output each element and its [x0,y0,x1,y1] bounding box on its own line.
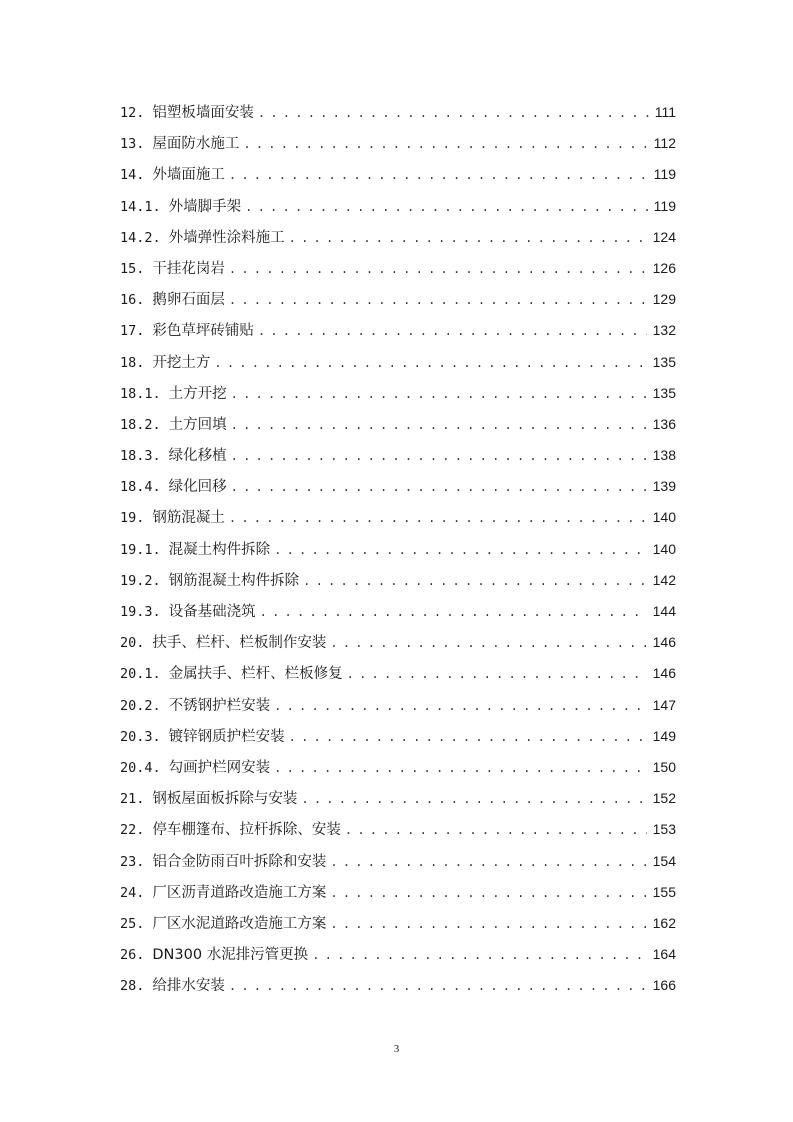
toc-entry-number: 14.1. [120,198,161,215]
toc-dot-leader [303,566,647,597]
toc-entry-page: 162 [652,914,676,931]
toc-dot-leader [312,940,646,971]
toc-dot-leader [330,628,646,659]
toc-entry[interactable] [120,159,676,190]
toc-entry-title: 土方开挖 [168,385,227,402]
toc-entry[interactable] [120,970,676,1001]
toc-dot-leader [330,909,646,940]
toc-dot-leader [289,223,647,254]
toc-entry[interactable] [120,284,676,315]
toc-dot-leader [258,316,647,347]
toc-entry-number: 24. [120,884,145,901]
toc-entry-number: 13. [120,136,145,153]
toc-entry-number: 18.2. [120,416,161,433]
toc-entry-page: 129 [652,291,676,308]
toc-entry-title: 停车棚篷布、拉杆拆除、安装 [152,822,341,839]
toc-entry-page: 144 [652,603,676,619]
toc-entry-title: 金属扶手、栏杆、栏板修复 [168,666,343,683]
toc-entry-page: 154 [652,852,676,869]
toc-entry[interactable] [120,752,676,783]
toc-dot-leader [214,348,646,379]
toc-entry-title: 绿化移植 [168,448,227,465]
toc-entry-title: 屋面防水施工 [152,136,240,153]
toc-dot-leader [330,847,646,878]
toc-entry-title: 厂区沥青道路改造施工方案 [152,884,327,901]
toc-dot-leader [231,379,647,410]
toc-entry-title: 给排水安装 [152,978,225,995]
toc-entry-title: 勾画护栏网安装 [168,759,271,776]
toc-entry-number: 20.1. [120,666,161,683]
toc-entry[interactable] [120,347,676,378]
toc-entry-page: 150 [652,758,676,775]
toc-entry[interactable] [120,502,676,533]
toc-entry-page: 152 [652,790,676,807]
toc-entry-title: 铝塑板墙面安装 [152,105,254,121]
toc-entry[interactable] [120,939,676,970]
toc-entry-title: 厂区水泥道路改造施工方案 [152,915,327,932]
toc-entry-title: 设备基础浇筑 [168,604,256,620]
toc-entry-page: 126 [652,259,676,276]
toc-entry-page: 140 [652,540,676,557]
toc-dot-leader [274,691,647,722]
toc-entry[interactable] [120,814,676,845]
toc-dot-leader [274,535,647,566]
toc-entry-number: 20.3. [120,728,161,745]
toc-entry-page: 138 [652,447,676,464]
toc-dot-leader [231,472,647,503]
toc-dot-leader [345,815,647,846]
toc-entry[interactable] [120,191,676,222]
toc-entry-number: 19. [120,510,145,527]
toc-entry-number: 16. [120,292,145,309]
toc-dot-leader [289,722,647,753]
toc-entry-title: 镀锌钢质护栏安装 [168,728,285,745]
toc-entry-page: 164 [652,946,676,963]
toc-entry[interactable] [120,658,676,689]
toc-entry[interactable] [120,534,676,565]
toc-entry-number: 15. [120,260,145,277]
toc-entry-title: 钢板屋面板拆除与安装 [152,791,298,808]
toc-entry-page: 135 [652,384,676,401]
toc-entry-title: 鹅卵石面层 [152,292,225,309]
toc-dot-leader [330,878,646,909]
toc-entry-page: 132 [652,322,676,339]
toc-entry-page: 155 [652,883,676,900]
toc-entry-number: 18.4. [120,479,161,496]
toc-entry[interactable] [120,565,676,596]
toc-entry[interactable] [120,846,676,877]
toc-entry[interactable] [120,627,676,658]
toc-entry-title: 扶手、栏杆、栏板制作安装 [152,635,327,652]
toc-entry-title: 外墙脚手架 [168,198,242,215]
toc-entry-title: 绿化回移 [168,479,227,496]
toc-entry-title: 外墙弹性涂料施工 [168,229,285,246]
toc-dot-leader [229,285,647,316]
toc-entry-title: 不锈钢护栏安装 [168,697,271,714]
toc-dot-leader [347,659,647,690]
toc-entry-title: 铝合金防雨百叶拆除和安装 [152,853,327,870]
toc-entry[interactable] [120,128,676,159]
toc-entry-page: 111 [654,104,676,120]
toc-entry-page: 140 [652,509,676,526]
toc-entry-number: 18.3. [120,448,161,465]
toc-entry-title: 钢筋混凝土 [152,510,225,527]
toc-dot-leader [229,160,648,191]
toc-entry-number: 25. [120,915,145,932]
toc-entry-title: 外墙面施工 [152,167,225,184]
toc-entry-page: 112 [653,135,676,152]
toc-entry-page: 119 [653,166,676,183]
toc-entry-number: 14. [120,167,145,184]
toc-entry-number: 20.4. [120,759,161,776]
toc-entry[interactable] [120,721,676,752]
toc-entry[interactable] [120,877,676,908]
toc-entry-page: 142 [652,571,676,588]
toc-entry[interactable] [120,253,676,284]
toc-entry-page: 136 [652,415,676,432]
toc-entry-number: 18.1. [120,385,161,402]
toc-entry[interactable] [120,409,676,440]
toc-dot-leader [260,597,647,628]
toc-entry-page: 147 [652,696,676,713]
toc-entry[interactable] [120,378,676,409]
toc-entry-title: 干挂花岗岩 [152,260,225,277]
toc-entry-number: 19.1. [120,541,161,558]
toc-entry[interactable] [120,471,676,502]
toc-entry-number: 18. [120,354,145,371]
toc-entry-page: 119 [653,197,676,214]
toc-dot-leader [231,441,647,472]
toc-entry-page: 135 [652,353,676,370]
toc-dot-leader [258,98,649,129]
toc-dot-leader [229,254,647,285]
toc-entry-number: 20.2. [120,697,161,714]
toc-entry-number: 19.3. [120,604,161,620]
toc-entry[interactable] [120,596,676,627]
toc-entry-number: 19.2. [120,572,161,589]
toc-entry[interactable] [120,783,676,814]
toc-entry-page: 166 [652,977,676,994]
toc-entry-page: 149 [652,727,676,744]
toc-dot-leader [301,784,646,815]
toc-dot-leader [245,192,648,223]
toc-dot-leader [274,753,647,784]
toc-entry[interactable] [120,908,676,939]
toc-entry-page: 139 [652,478,676,495]
toc-entry-title: DN300 水泥排污管更换 [152,947,309,964]
toc-dot-leader [229,971,647,1002]
toc-entry[interactable] [120,440,676,471]
toc-dot-leader [231,410,647,441]
toc-entry-page: 146 [652,634,676,651]
toc-entry-title: 钢筋混凝土构件拆除 [168,572,300,589]
toc-entry-number: 14.2. [120,229,161,246]
toc-entry-number: 28. [120,978,145,995]
table-of-contents [120,97,676,1001]
toc-entry-title: 开挖土方 [152,354,211,371]
toc-entry-number: 17. [120,323,145,340]
toc-dot-leader [229,503,647,534]
toc-entry-title: 土方回填 [168,416,227,433]
toc-entry[interactable] [120,97,676,128]
toc-entry-page: 153 [652,821,676,838]
toc-dot-leader [243,129,647,160]
toc-entry-number: 21. [120,791,145,808]
toc-entry-number: 22. [120,822,145,839]
toc-entry-page: 146 [652,665,676,682]
toc-entry[interactable] [120,315,676,346]
page-number: 3 [393,1043,400,1055]
toc-entry[interactable] [120,690,676,721]
toc-entry-number: 26. [120,947,145,964]
toc-entry-title: 混凝土构件拆除 [168,541,271,558]
toc-entry-number: 23. [120,853,145,870]
toc-entry-page: 124 [652,228,676,245]
toc-entry-number: 20. [120,635,145,652]
toc-entry-title: 彩色草坪砖铺贴 [152,323,254,340]
toc-entry-number: 12. [120,105,145,121]
toc-entry[interactable] [120,222,676,253]
